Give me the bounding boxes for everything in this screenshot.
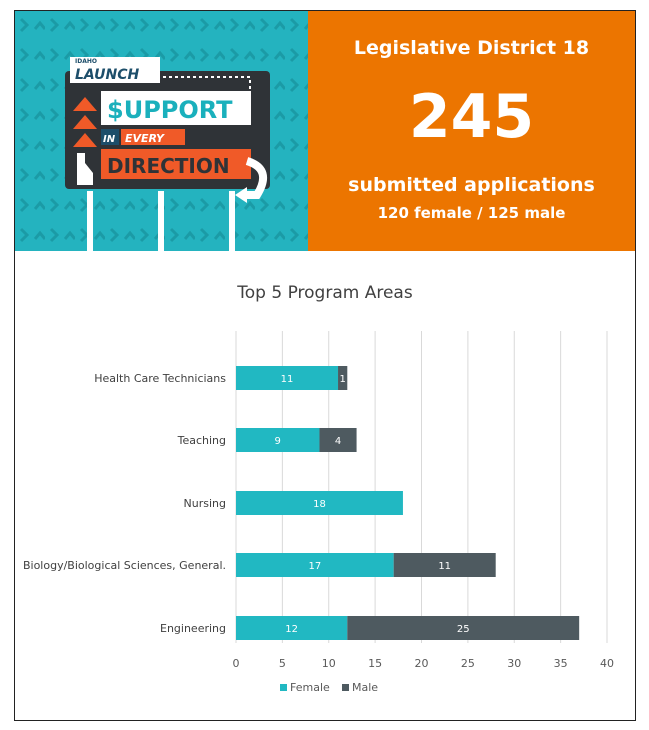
submitted-label: submitted applications bbox=[348, 174, 595, 196]
in-text: IN bbox=[103, 134, 116, 145]
chart-title: Top 5 Program Areas bbox=[237, 283, 413, 303]
launch-text: LAUNCH bbox=[75, 67, 140, 83]
x-tick-label: 15 bbox=[368, 657, 383, 670]
x-tick-label: 0 bbox=[232, 657, 240, 670]
category-label: Biology/Biological Sciences, General. bbox=[22, 559, 226, 572]
data-label: 9 bbox=[274, 436, 281, 447]
direction-text: DIRECTION bbox=[107, 154, 230, 178]
category-label: Health Care Technicians bbox=[94, 372, 226, 385]
x-tick-label: 30 bbox=[507, 657, 522, 670]
x-tick-label: 40 bbox=[600, 657, 614, 670]
logo-panel bbox=[15, 11, 308, 251]
legend-swatch-male bbox=[342, 684, 349, 691]
support-text: $UPPORT bbox=[107, 96, 233, 124]
data-label: 12 bbox=[285, 624, 299, 635]
legend-swatch-female bbox=[280, 684, 287, 691]
x-tick-label: 10 bbox=[321, 657, 336, 670]
data-label: 18 bbox=[313, 499, 326, 510]
data-label: 11 bbox=[280, 374, 294, 385]
data-label: 25 bbox=[456, 624, 470, 635]
data-label: 4 bbox=[334, 436, 342, 447]
hero-banner bbox=[15, 11, 635, 251]
category-label: Nursing bbox=[183, 497, 226, 510]
category-label: Teaching bbox=[177, 434, 226, 447]
legend-label: Female bbox=[290, 681, 330, 694]
data-label: 1 bbox=[339, 374, 346, 385]
sign-post-right bbox=[229, 191, 235, 251]
category-label: Engineering bbox=[160, 622, 226, 635]
brand-text: IDAHO bbox=[75, 58, 97, 65]
legend-label: Male bbox=[352, 681, 379, 694]
x-tick-label: 5 bbox=[278, 657, 286, 670]
total-applications: 245 bbox=[408, 82, 535, 152]
x-tick-label: 25 bbox=[460, 657, 475, 670]
x-tick-label: 20 bbox=[414, 657, 429, 670]
data-label: 11 bbox=[438, 561, 452, 572]
gender-breakdown: 120 female / 125 male bbox=[377, 204, 566, 222]
sign-post-middle bbox=[158, 191, 164, 251]
data-label: 17 bbox=[308, 561, 322, 572]
district-label: Legislative District 18 bbox=[353, 37, 590, 59]
x-tick-label: 35 bbox=[553, 657, 568, 670]
infographic-frame bbox=[14, 10, 636, 721]
launch-logo bbox=[15, 11, 308, 251]
bar-chart bbox=[15, 301, 635, 721]
stats-panel bbox=[308, 11, 635, 251]
every-text: EVERY bbox=[125, 132, 164, 145]
sign-post-left bbox=[87, 191, 93, 251]
